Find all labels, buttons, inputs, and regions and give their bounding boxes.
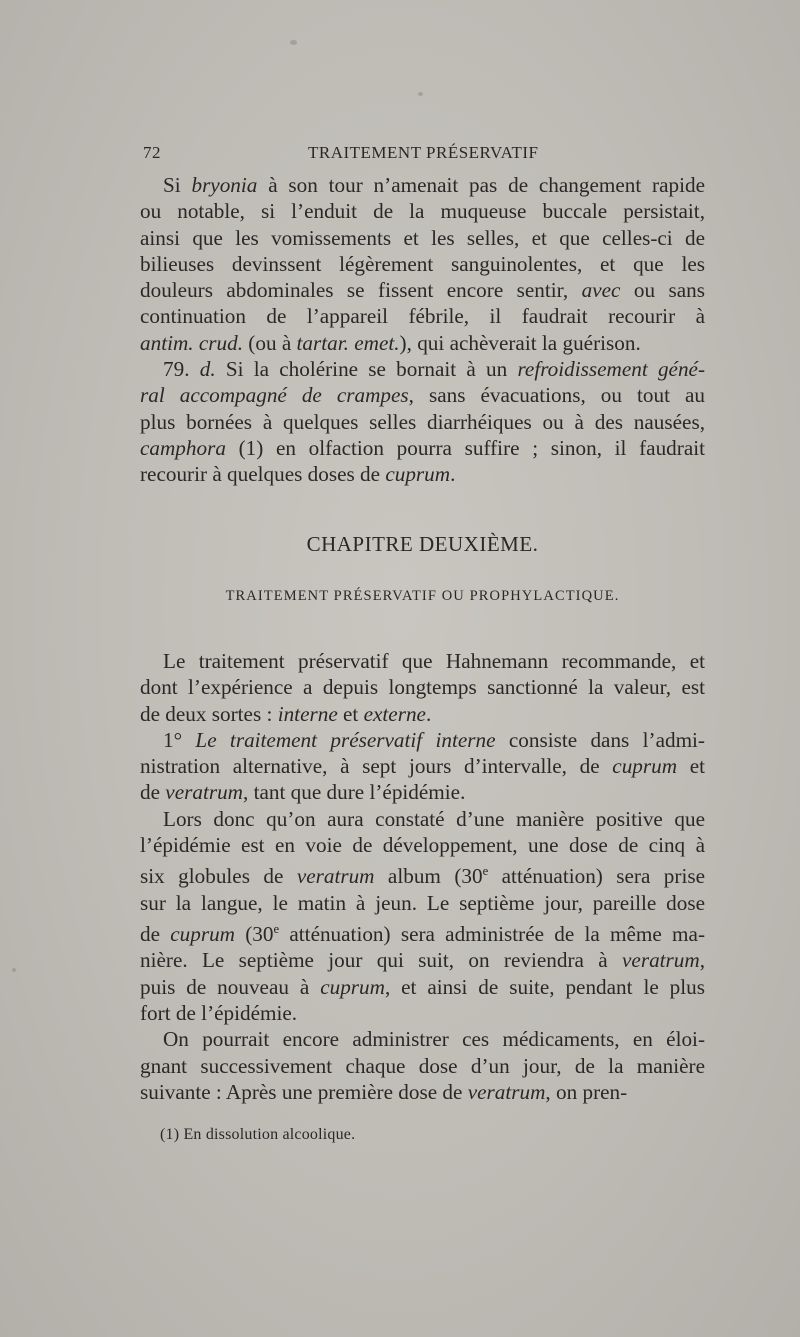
text-line [140, 1026, 705, 1052]
text-block-2 [140, 648, 705, 1105]
text-run: Si [163, 173, 192, 197]
text-run: On pourrait encore administrer ces médicaments, en éloi- [163, 1027, 705, 1052]
text-run: , tant que dure l’épidémie. [242, 780, 466, 805]
text-run: ral accompagné de crampes [140, 383, 409, 408]
running-title: TRAITEMENT PRÉSERVATIF [308, 143, 539, 162]
text-run: sur la langue, le matin à jeun. Le septième jour, pareille dose [140, 890, 705, 915]
text-run: , on pren- [545, 1079, 628, 1104]
text-line [140, 409, 705, 435]
text-run: , [699, 948, 705, 973]
text-run: l’épidémie est en voie de développement, une dose de cinq à [140, 833, 705, 858]
text-run: . [425, 701, 432, 726]
text-run: album (30 [374, 864, 483, 889]
text-run: nière. Le septième jour qui suit, on reviendra à [140, 948, 623, 973]
text-run: et [337, 701, 364, 726]
text-run: ou sans [620, 278, 705, 303]
text-run: refroidissement géné- [517, 357, 705, 382]
chapter-title: CHAPITRE DEUXIÈME. [306, 532, 539, 556]
text-run: cuprum [170, 922, 235, 947]
text-run: ainsi que les vomissements et les selles, et que celles-ci de [140, 225, 705, 250]
text-line [140, 461, 705, 487]
text-line [140, 277, 705, 303]
text-line [140, 648, 705, 674]
text-run: tartar. emet. [296, 330, 400, 355]
text-run: de deux sortes : [140, 701, 278, 726]
text-run: atténuation) sera administrée de la même ma- [279, 922, 706, 947]
text-run: . [450, 462, 456, 487]
text-line [140, 727, 705, 753]
text-line [140, 330, 705, 356]
text-run: veratrum [296, 864, 375, 889]
text-run: avec [581, 278, 621, 303]
text-line [140, 890, 705, 916]
text-line [140, 916, 705, 947]
text-run: à son tour n’amenait pas de changement rapide [257, 173, 705, 197]
text-run: continuation de l’appareil fébrile, il faudrait recourir à [140, 304, 705, 329]
text-run: et [677, 754, 705, 779]
text-line [140, 172, 705, 198]
text-line [140, 832, 705, 858]
text-line [140, 251, 705, 277]
paper-speck [290, 40, 297, 45]
text-line [140, 858, 705, 889]
text-run: 1° [163, 727, 196, 752]
text-line [140, 356, 705, 382]
text-run: atténuation) sera prise [488, 864, 705, 889]
text-run: veratrum [165, 780, 243, 805]
page-number: 72 [143, 143, 161, 162]
text-line [140, 1000, 705, 1026]
text-line [140, 225, 705, 251]
text-block-1 [140, 172, 705, 488]
text-line [140, 1053, 705, 1079]
text-run: bryonia [191, 173, 258, 197]
text-run: e [482, 864, 489, 879]
text-run: 79. [163, 357, 200, 382]
text-run: camphora [140, 435, 226, 460]
text-run: douleurs abdominales se fissent encore sentir, [140, 278, 582, 303]
text-line [140, 947, 705, 973]
text-line [140, 779, 705, 805]
page-header [143, 143, 703, 169]
text-run: , et ainsi de suite, pendant le plus [384, 974, 705, 999]
text-run: interne [277, 701, 338, 726]
paper-speck [12, 968, 16, 972]
text-run: Lors donc qu’on aura constaté d’une manière positive que [163, 806, 705, 831]
text-run: cuprum [385, 462, 451, 487]
text-run: cuprum [612, 754, 678, 779]
text-run: (ou à [243, 330, 297, 355]
text-run: de [140, 922, 171, 947]
text-run: dont l’expérience a depuis longtemps sanctionné la valeur, est [140, 675, 705, 700]
text-run: bilieuses devinssent légèrement sanguinolentes, et que les [140, 251, 705, 276]
text-run: ), qui achèverait la guérison. [399, 330, 641, 355]
text-line [140, 1079, 705, 1105]
text-line [140, 303, 705, 329]
paper-speck [418, 92, 423, 96]
text-run: nistration alternative, à sept jours d’intervalle, de [140, 754, 613, 779]
text-run: six globules de [140, 864, 297, 889]
text-run: de [140, 780, 166, 805]
text-run: (1) en olfaction pourra suffire ; sinon, il faudrait [225, 435, 705, 460]
text-run: cuprum [320, 974, 385, 999]
text-run: externe [363, 701, 426, 726]
text-line [140, 753, 705, 779]
text-line [140, 382, 705, 408]
text-line [140, 674, 705, 700]
text-run: veratrum [622, 948, 700, 973]
text-run: Le traitement préservatif que Hahnemann recommande, et [163, 649, 705, 673]
text-run: antim. crud. [140, 330, 243, 355]
text-run: Si la cholérine se bornait à un [215, 357, 518, 382]
text-line [140, 701, 705, 727]
text-run: Le traitement préservatif interne [195, 727, 496, 752]
text-run: suivante : Après une première dose de [140, 1079, 468, 1104]
text-run: e [273, 922, 280, 937]
text-run: (30 [234, 922, 274, 947]
text-run: veratrum [467, 1079, 546, 1104]
text-run: gnant successivement chaque dose d’un jour, de la manière [140, 1053, 705, 1078]
text-line [140, 806, 705, 832]
text-run: puis de nouveau à [140, 974, 321, 999]
text-run: consiste dans l’admi- [495, 727, 705, 752]
footnote: (1) En dissolution alcoolique. [160, 1126, 356, 1143]
text-line [140, 198, 705, 224]
text-line [140, 435, 705, 461]
text-run: , sans évacuations, ou tout au [408, 383, 705, 408]
text-run: fort de l’épidémie. [140, 1000, 298, 1025]
text-run: recourir à quelques doses de [140, 462, 386, 487]
text-run: plus bornées à quelques selles diarrhéiques ou à des nausées, [140, 409, 705, 434]
text-line [140, 974, 705, 1000]
chapter-subtitle: TRAITEMENT PRÉSERVATIF OU PROPHYLACTIQUE. [225, 588, 620, 604]
text-run: ou notable, si l’enduit de la muqueuse buccale persistait, [140, 199, 705, 224]
text-run: d. [199, 357, 216, 382]
